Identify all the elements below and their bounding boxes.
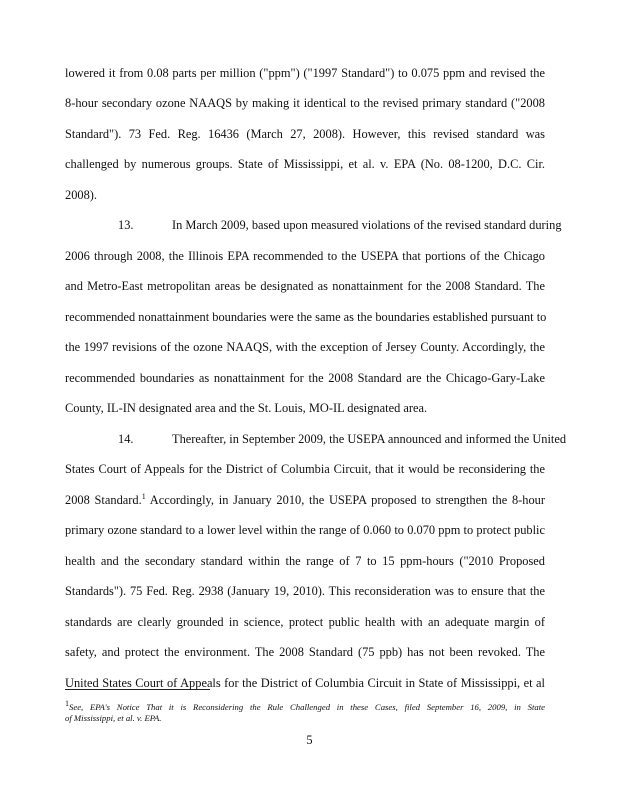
paragraph-14-first-line	[65, 432, 567, 446]
text-line: the 1997 revisions of the ozone NAAQS, with the exception of Jersey County. Accordingly, the	[65, 340, 545, 354]
text-line: primary ozone standard to a lower level within the range of 0.060 to 0.070 ppm to protect public	[65, 523, 545, 537]
text-line: and Metro-East metropolitan areas be designated as nonattainment for the 2008 Standard. The	[65, 279, 545, 293]
text-line: 2006 through 2008, the Illinois EPA recommended to the USEPA that portions of the Chicago	[65, 249, 545, 263]
footnote-line	[65, 713, 545, 723]
text-line: In March 2009, based upon measured violations of the revised standard during	[172, 218, 562, 232]
footnote-marker: 1	[65, 698, 69, 708]
text-line: lowered it from 0.08 parts per million ("ppm") ("1997 Standard") to 0.075 ppm and revised the	[65, 66, 545, 80]
paragraph-number: 13.	[118, 218, 134, 232]
text-line: Thereafter, in September 2009, the USEPA announced and informed the United	[172, 432, 567, 446]
text-line: challenged by numerous groups. State of Mississippi, et al. v. EPA (No. 08-1200, D.C. Cir.	[65, 157, 545, 171]
footnote-ref[interactable]: 1	[141, 491, 146, 501]
paragraph-13-first-line	[65, 218, 562, 232]
footnote-text: of Mississippi, et al. v. EPA.	[65, 712, 162, 723]
text-line: Standard"). 73 Fed. Reg. 16436 (March 27, 2008). However, this revised standard was	[65, 127, 545, 141]
text-fragment: Accordingly, in January 2010, the USEPA proposed to strengthen the 8-hour	[149, 493, 545, 507]
text-line: standards are clearly grounded in science, protect public health with an adequate margin of	[65, 615, 545, 629]
text-line: recommended nonattainment boundaries were the same as the boundaries established pursuant to	[65, 310, 547, 324]
text-line: 2008).	[65, 188, 98, 202]
text-line	[65, 493, 545, 507]
page-number: 5	[306, 733, 313, 747]
footnote-text: See, EPA's Notice That it is Reconsidering the Rule Challenged in these Cases, filed September 16, 2009, in State	[69, 701, 545, 712]
text-line: County, IL-IN designated area and the St. Louis, MO-IL designated area.	[65, 401, 428, 415]
footnote-line	[65, 698, 545, 712]
paragraph-number: 14.	[118, 432, 134, 446]
text-line: health and the secondary standard within the range of 7 to 15 ppm-hours ("2010 Proposed	[65, 554, 545, 568]
footnote-divider	[65, 689, 210, 690]
text-fragment: 2008 Standard.	[65, 493, 142, 507]
text-line: States Court of Appeals for the District of Columbia Circuit, that it would be reconsidering the	[65, 462, 545, 476]
text-line: 8-hour secondary ozone NAAQS by making it identical to the revised primary standard ("2008	[65, 96, 545, 110]
text-line: recommended boundaries as nonattainment for the 2008 Standard are the Chicago-Gary-Lake	[65, 371, 545, 385]
text-line: United States Court of Appeals for the District of Columbia Circuit in State of Mississippi, et al	[65, 676, 545, 690]
text-line: safety, and protect the environment. The 2008 Standard (75 ppb) has not been revoked. The	[65, 645, 545, 659]
text-line: Standards"). 75 Fed. Reg. 2938 (January 19, 2010). This reconsideration was to ensure that the	[65, 584, 545, 598]
